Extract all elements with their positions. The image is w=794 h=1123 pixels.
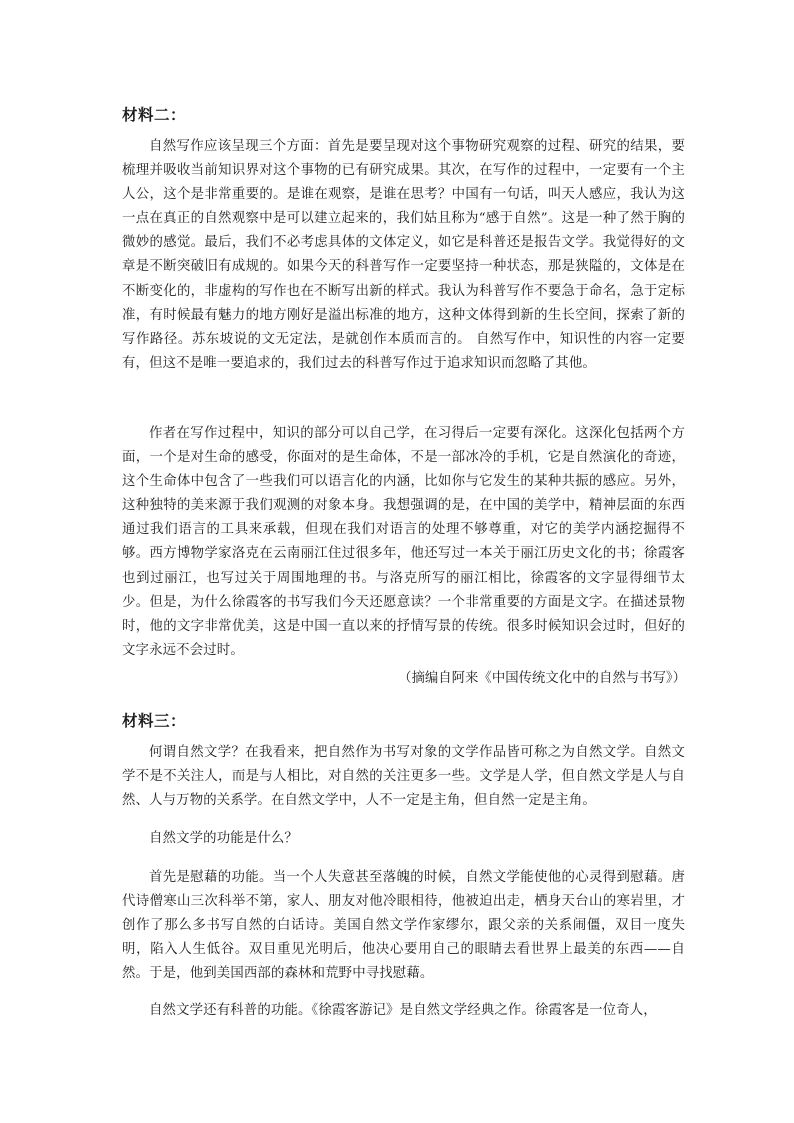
material-3-paragraph-2: 自然文学的功能是什么？ [149, 831, 298, 846]
material-2-source-citation: （摘编自阿来《中国传统文化中的自然与书写》） [398, 671, 686, 686]
material-3-paragraph-1: 何谓自然文学？在我看来，把自然作为书写对象的文学作品皆可称之为自然文学。自然文学不是不关注人，而是与人相比，对自然的关注更多一些。文学是人学，但自然文学是人与自然、人与万物的关系学。在自然文学中，人不一定是主角，但自然一定是主角。 [122, 745, 685, 809]
material-2-heading: 材料二： [122, 106, 187, 124]
material-3-paragraph-3: 首先是慰藉的功能。当一个人失意甚至落魄的时候，自然文学能使他的心灵得到慰藉。唐代诗僧寒山三次科举不第，家人、朋友对他冷眼相待，他被迫出走，栖身天台山的寒岩里，才创作了那么多书写自然的白话诗。美国自然文学作家缪尔，跟父亲的关系闹僵，双目一度失明，陷入人生低谷。双目重见光明后，他决心要用自己的眼睛去看世界上最美的东西——自然。于是，他到美国西部的森林和荒野中寻找慰藉。 [122, 870, 685, 982]
material-2-paragraph-2: 作者在写作过程中，知识的部分可以自己学，在习得后一定要有深化。这深化包括两个方面，一个是对生命的感受，你面对的是生命体，不是一部冰冷的手机，它是自然演化的奇迹，这个生命体中包含了一些我们可以语言化的内涵，比如你与它发生的某种共振的感应。另外，这种独特的美来源于我们观测的对象本身。我想强调的是，在中国的美学中，精神层面的东西通过我们语言的工具来承载，但现在我们对语言的处理不够尊重，对它的美学内涵挖掘得不够。西方博物学家洛克在云南丽江住过很多年，他还写过一本关于丽江历史文化的书；徐霞客也到过丽江，也写过关于周围地理的书。与洛克所写的丽江相比，徐霞客的文字显得细节太少。但是，为什么徐霞客的书写我们今天还愿意读？一个非常重要的方面是文字。在描述景物时，他的文字非常优美，这是中国一直以来的抒情写景的传统。很多时候知识会过时，但好的文字永远不会过时。 [122, 426, 685, 658]
material-2-paragraph-1: 自然写作应该呈现三个方面：首先是要呈现对这个事物研究观察的过程、研究的结果，要梳理并吸收当前知识界对这个事物的已有研究成果。其次，在写作的过程中，一定要有一个主人公，这个是非常重要的。是谁在观察，是谁在思考？中国有一句话，叫天人感应，我认为这一点在真正的自然观察中是可以建立起来的，我们姑且称为“感于自然”。这是一种了然于胸的微妙的感觉。最后，我们不必考虑具体的文体定义，如它是科普还是报告文学。我觉得好的文章是不断突破旧有成规的。如果今天的科普写作一定要坚持一种状态，那是狭隘的，文体是在不断变化的，非虚构的写作也在不断写出新的样式。我认为科普写作不要急于命名，急于定标准，有时候最有魅力的地方刚好是溢出标准的地方，这种文体得到新的生长空间，探索了新的写作路径。苏东坡说的文无定法，是就创作本质而言的。 自然写作中，知识性的内容一定要有，但这不是唯一要追求的，我们过去的科普写作过于追求知识而忽略了其他。 [122, 139, 685, 371]
material-3-heading: 材料三： [122, 712, 187, 730]
material-3-paragraph-4: 自然文学还有科普的功能。《徐霞客游记》是自然文学经典之作。徐霞客是一位奇人， [149, 1003, 657, 1018]
